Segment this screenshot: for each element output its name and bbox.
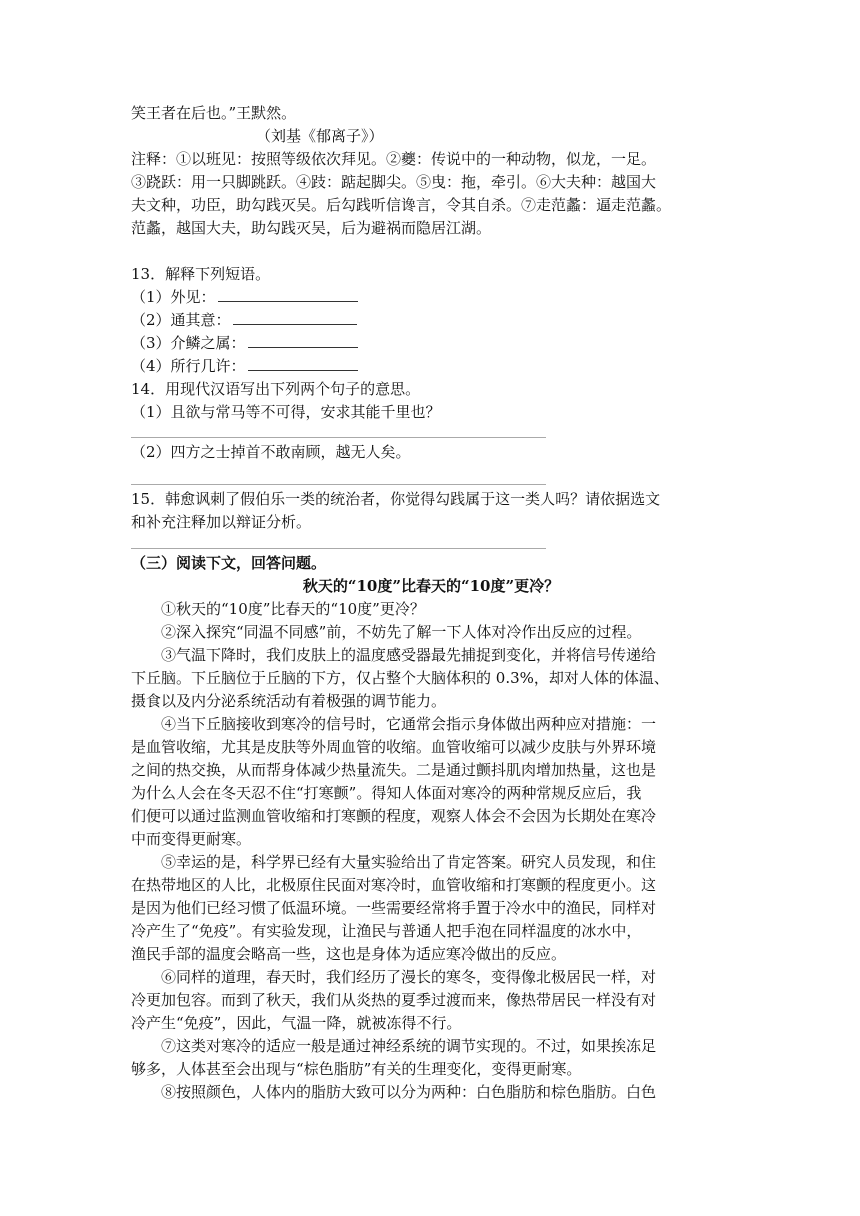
- article-line: ③气温下降时，我们皮肤上的温度感受器最先捕捉到变化，并将信号传递给: [161, 646, 657, 664]
- answer-blank[interactable]: [248, 333, 358, 348]
- question-14-part2: [131, 441, 731, 464]
- q14-sentence-1: （1）且欲与常马等不可得，安求其能千里也？: [131, 403, 441, 421]
- passage-line: 笑王者在后也。”王默然。: [131, 104, 297, 122]
- question-14-title: 14．用现代汉语写出下列两个句子的意思。: [131, 380, 421, 398]
- article-line: 为什么人会在冬天忍不住“打寒颤”。得知人体面对寒冷的两种常规反应后，我: [131, 784, 642, 802]
- article-line: ②深入探究“同温不同感”前，不妨先了解一下人体对冷作出反应的过程。: [161, 623, 642, 641]
- q13-item-1: [131, 286, 731, 309]
- answer-blank[interactable]: [248, 356, 358, 371]
- q13-item-4: [131, 355, 731, 378]
- article-line: 摄食以及内分泌系统活动有着极强的调节能力。: [131, 692, 447, 710]
- article-line: ⑦这类对寒冷的适应一般是通过神经系统的调节实现的。不过，如果挨冻足: [161, 1037, 657, 1055]
- question-15-line: 15．韩愈讽刺了假伯乐一类的统治者，你觉得勾践属于这一类人吗？请依据选文: [131, 490, 661, 508]
- article-line: 中而变得更耐寒。: [131, 830, 252, 848]
- article-line: 们便可以通过监测血管收缩和打寒颤的程度，观察人体会不会因为长期处在寒冷: [131, 807, 657, 825]
- classical-passage: [131, 102, 731, 240]
- article-line: ⑤幸运的是，科学界已经有大量实验给出了肯定答案。研究人员发现，和住: [161, 853, 657, 871]
- article-line: 是血管收缩，尤其是皮肤等外周血管的收缩。血管收缩可以减少皮肤与外界环境: [131, 738, 657, 756]
- q13-item-label: （2）通其意：: [131, 311, 231, 329]
- answer-blank[interactable]: [233, 310, 357, 325]
- article-line: 冷更加包容。而到了秋天，我们从炎热的夏季过渡而来，像热带居民一样没有对: [131, 991, 657, 1009]
- question-15: [131, 488, 731, 534]
- article-line: 在热带地区的人比，北极原住民面对寒冷时，血管收缩和打寒颤的程度更小。这: [131, 876, 657, 894]
- article-line: ④当下丘脑接收到寒冷的信号时，它通常会指示身体做出两种应对措施：一: [161, 715, 657, 733]
- note-line: 范蠡，越国大夫，助勾践灭吴，后为避祸而隐居江湖。: [131, 219, 492, 237]
- note-line: 夫文种，功臣，助勾践灭吴。后勾践听信谗言，令其自杀。⑦走范蠡：逼走范蠡。: [131, 196, 672, 214]
- answer-line[interactable]: [131, 548, 546, 549]
- q13-item-3: [131, 332, 731, 355]
- article-line: 是因为他们已经习惯了低温环境。一些需要经常将手置于冷水中的渔民，同样对: [131, 899, 657, 917]
- article-line: 冷产生“免疫”，因此，气温一降，就被冻得不行。: [131, 1014, 462, 1032]
- note-line: ③跷跃：用一只脚跳跃。④跂：踮起脚尖。⑤曳：拖，牵引。⑥大夫种：越国大: [131, 173, 657, 191]
- article-title: 秋天的“10度”比春天的“10度”更冷？: [302, 577, 560, 595]
- question-13-title: 13．解释下列短语。: [131, 265, 271, 283]
- q13-item-label: （3）介鳞之属：: [131, 334, 246, 352]
- answer-blank[interactable]: [218, 287, 358, 302]
- q13-item-label: （1）外见：: [131, 288, 216, 306]
- answer-line[interactable]: [131, 484, 546, 485]
- article-line: 之间的热交换，从而帮身体减少热量流失。二是通过颤抖肌肉增加热量，这也是: [131, 761, 657, 779]
- article-line: ①秋天的“10度”比春天的“10度”更冷？: [161, 600, 425, 618]
- note-line: 注释：①以班见：按照等级依次拜见。②夔：传说中的一种动物，似龙，一足。: [131, 150, 657, 168]
- reading-section-3: [131, 552, 731, 1104]
- question-15-line: 和补充注释加以辩证分析。: [131, 513, 312, 531]
- passage-citation: （刘基《郁离子》）: [256, 127, 384, 145]
- article-line: ⑥同样的道理，春天时，我们经历了漫长的寒冬，变得像北极居民一样，对: [161, 968, 657, 986]
- article-line: 渔民手部的温度会略高一些，这也是身体为适应寒冷做出的反应。: [131, 945, 567, 963]
- article-line: ⑧按照颜色，人体内的脂肪大致可以分为两种：白色脂肪和棕色脂肪。白色: [161, 1083, 657, 1101]
- q14-sentence-2: （2）四方之士掉首不敢南顾，越无人矣。: [131, 443, 411, 461]
- q13-item-label: （4）所行几许：: [131, 357, 246, 375]
- q13-item-2: [131, 309, 731, 332]
- section-heading: （三）阅读下文，回答问题。: [131, 554, 327, 572]
- question-14: [131, 378, 731, 424]
- article-line: 冷产生了“免疫”。有实验发现，让渔民与普通人把手泡在同样温度的冰水中，: [131, 922, 642, 940]
- question-13: [131, 263, 731, 378]
- article-line: 够多，人体甚至会出现与“棕色脂肪”有关的生理变化，变得更耐寒。: [131, 1060, 582, 1078]
- answer-line[interactable]: [131, 437, 546, 438]
- article-line: 下丘脑。下丘脑位于丘脑的下方，仅占整个大脑体积的 0.3%，却对人体的体温、: [131, 669, 669, 687]
